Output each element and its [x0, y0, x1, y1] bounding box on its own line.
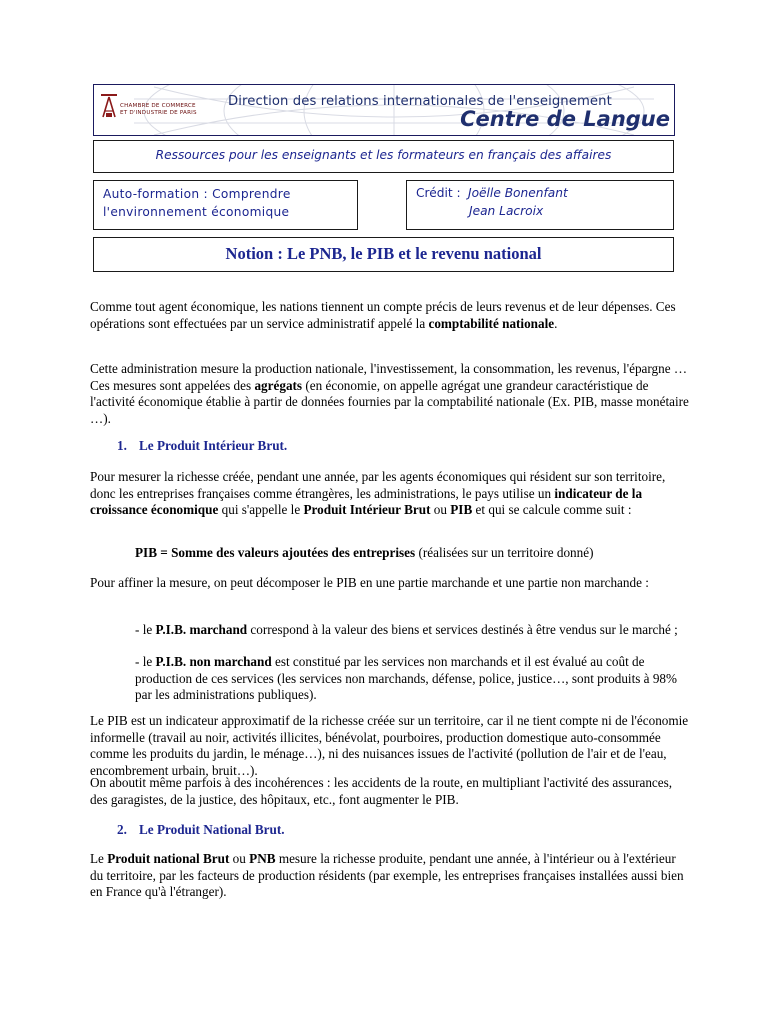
section-heading-pnb [117, 822, 285, 838]
cci-paris-logo [100, 91, 212, 131]
logo-line-2: ET D'INDUSTRIE DE PARIS [120, 110, 197, 116]
paragraph-pib-limites [90, 713, 690, 779]
p7-text-a: Le [90, 851, 108, 866]
p1-bold: comptabilité nationale [428, 315, 555, 331]
li1-text-c: correspond à la valeur des biens et services destinés à être vendus sur le marché ; [247, 622, 678, 637]
p3-text-a: Pour mesurer la richesse créée, pendant une année, par les agents économiques qui résident sur son territoire, donc les entreprises françaises comme étrangères, les administrations, le pays utilise un [90, 469, 666, 501]
autoformation-box [93, 180, 358, 230]
li2-text-c: est constitué par les services non marchands et il est évalué au coût de production de ces services (les services non marchands, défense, police, justice…, sont produits à 98% par les administrations publiques). [135, 654, 677, 702]
p7-text-c: ou [229, 851, 250, 866]
section-title-2: Le Produit National Brut. [139, 822, 285, 837]
credit-label: Crédit : [416, 186, 461, 200]
p2-text-c: (en économie, on appelle agrégat une grandeur caractéristique de l'activité économique établie à partir de données fournies par la comptabilité nationale (Ex. PIB, masse monétaire …). [90, 377, 689, 426]
notion-heading [94, 244, 673, 264]
list-item-pib-non-marchand [135, 654, 685, 704]
notion-label: Notion : [225, 244, 283, 263]
p3-text-e: ou [430, 502, 451, 517]
p7-text-e: mesure la richesse produite, pendant une année, à l'intérieur ou à l'extérieur du territoire, par les facteurs de production résidents (par exemple, les entreprises françaises installées aussi bien en France qu'à l'étranger). [90, 851, 684, 899]
notion-box [93, 237, 674, 272]
autoformation-text [103, 185, 291, 221]
resources-box [93, 140, 674, 173]
section-number-1: 1. [117, 438, 127, 453]
li1-text-a: - le [135, 622, 156, 637]
autoformation-line-2: l'environnement économique [103, 205, 290, 219]
credit-name-2: Jean Lacroix [469, 204, 544, 218]
p2-bold: agrégats [254, 377, 303, 393]
section-heading-pib [117, 438, 287, 454]
header-banner [93, 84, 675, 136]
p3-text-c: qui s'appelle le [218, 502, 304, 517]
notion-title: Le PNB, le PIB et le revenu national [286, 244, 542, 263]
centre-de-langue-title: Centre de Langue [460, 107, 670, 131]
paragraph-pnb-definition [90, 851, 690, 901]
p5-text: Le PIB est un indicateur approximatif de la richesse créée sur un territoire, car il ne tient compte ni de l'économie informelle (travail au noir, activités illicites, bénévolat, pourboires, production domestique auto-consommée comme les produits du jardin, le ménage…), ni des nuisances issues de l'activité (pollution de l'air et de l'eau, encombrement urbain, bruit…). [90, 713, 689, 778]
li2-bold: P.I.B. non marchand [155, 654, 272, 669]
paragraph-affiner [90, 575, 690, 592]
p6-text: On aboutit même parfois à des incohérences : les accidents de la route, en multipliant l'activité des assurances, des garagistes, de la justice, des hôpitaux, etc., font augmenter le PIB. [90, 775, 673, 807]
pib-formula [135, 545, 735, 562]
cci-emblem-icon [100, 91, 118, 119]
p2-text-a: Cette administration mesure la production nationale, l'investissement, la consommation, les revenus, l'épargne … Ces mesures sont appelées des [90, 361, 688, 393]
paragraph-comptabilite [90, 299, 690, 332]
list-item-pib-marchand [135, 622, 685, 639]
p1-text-c: . [554, 315, 558, 331]
credit-box [406, 180, 674, 230]
autoformation-line-1: Auto-formation : Comprendre [103, 187, 291, 201]
p7-bold-d: PNB [249, 851, 276, 866]
section-number-2: 2. [117, 822, 127, 837]
paragraph-agregats [90, 361, 690, 427]
p3-bold-f: PIB [450, 502, 473, 517]
logo-line-1: CHAMBRE DE COMMERCE [120, 103, 196, 109]
p3-text-g: et qui se calcule comme suit : [472, 502, 632, 517]
paragraph-incoherences [90, 775, 690, 808]
resources-text: Ressources pour les enseignants et les formateurs en français des affaires [155, 148, 612, 162]
section-title-1: Le Produit Intérieur Brut. [139, 438, 288, 453]
p3-bold-b: indicateur de la croissance économique [90, 485, 643, 517]
formula-bold: PIB = Somme des valeurs ajoutées des entreprises [135, 545, 416, 560]
p1-text-a: Comme tout agent économique, les nations tiennent un compte précis de leurs revenus et de leur dépenses. Ces opérations sont effectuées par un service administratif appelé la [90, 299, 676, 331]
direction-title: Direction des relations internationales de l'enseignement [228, 94, 612, 109]
p7-bold-b: Produit national Brut [107, 851, 230, 866]
li2-text-a: - le [135, 654, 156, 669]
formula-text: (réalisées sur un territoire donné) [415, 545, 594, 560]
li1-bold: P.I.B. marchand [155, 622, 248, 637]
p3-bold-d: Produit Intérieur Brut [303, 502, 431, 517]
p4-text: Pour affiner la mesure, on peut décomposer le PIB en une partie marchande et une partie non marchande : [90, 575, 649, 590]
credit-name-1: Joëlle Bonenfant [468, 186, 568, 200]
paragraph-pib-definition [90, 469, 690, 519]
